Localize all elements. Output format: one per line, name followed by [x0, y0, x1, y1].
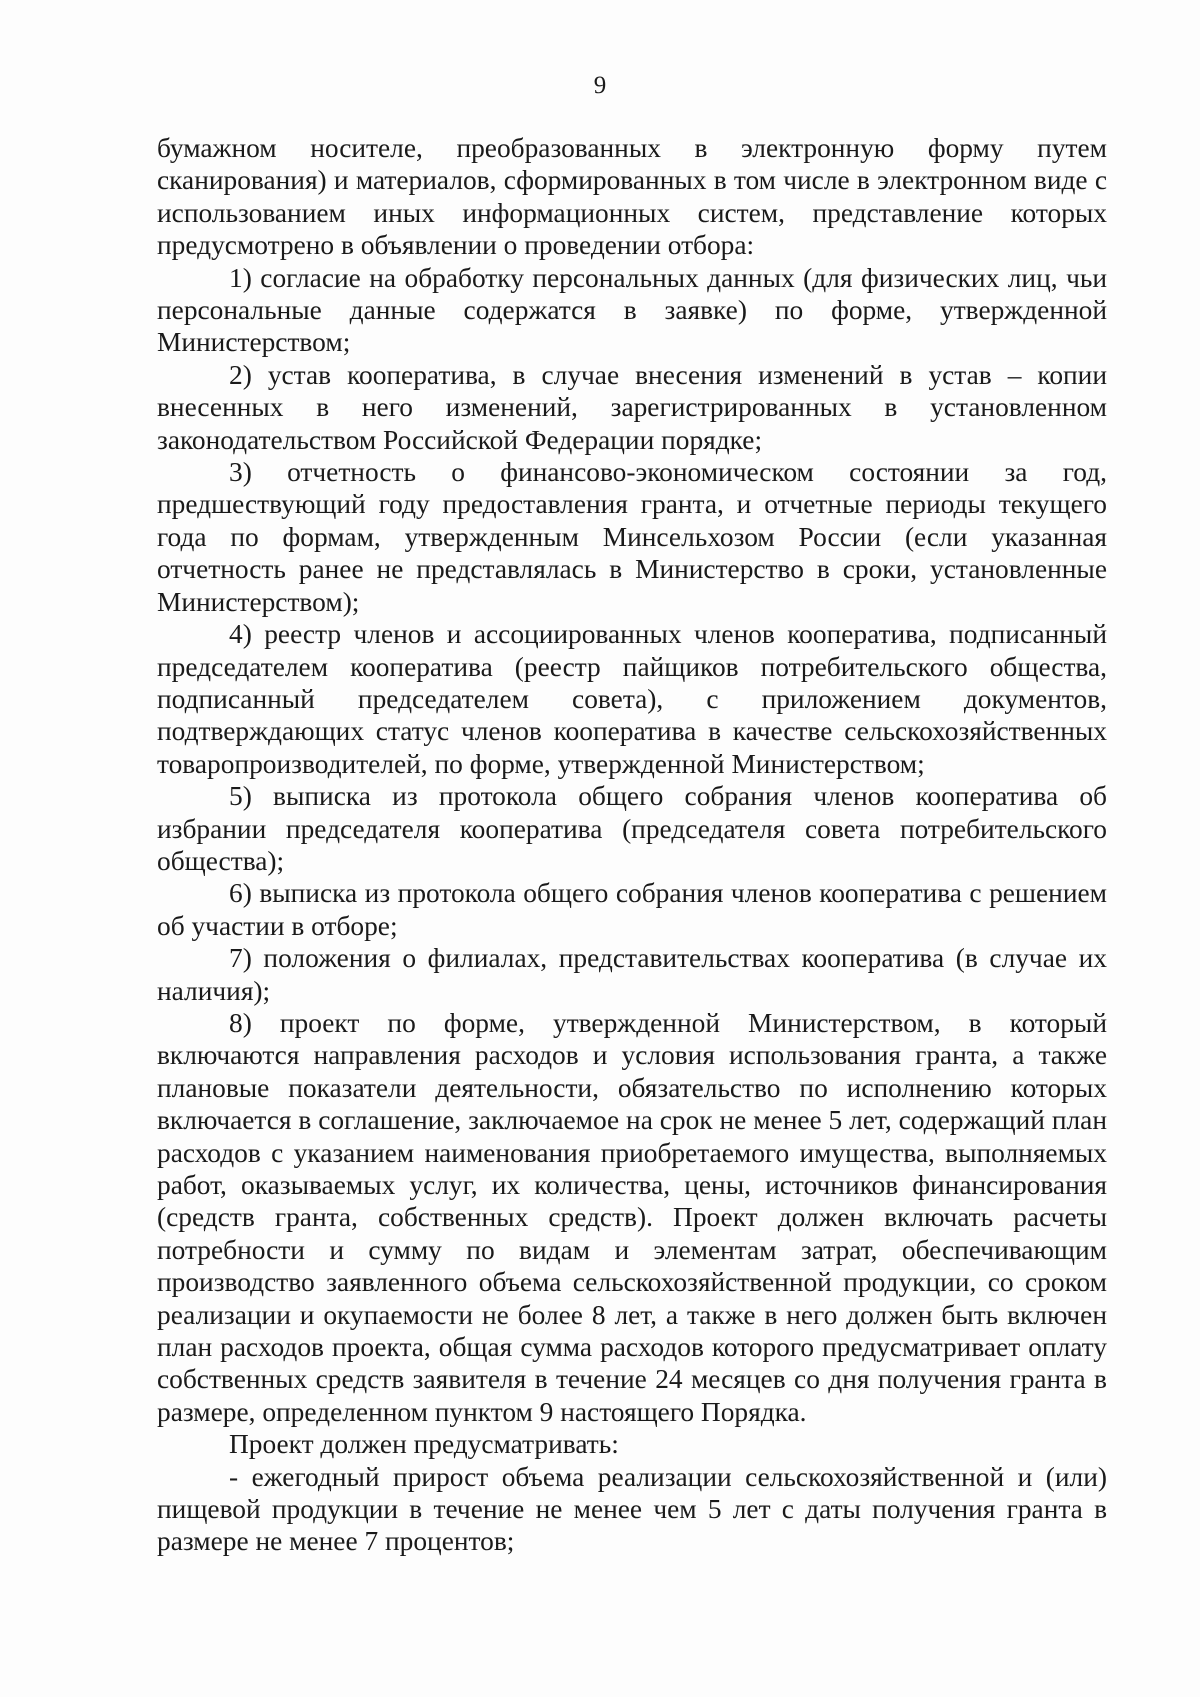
project-requirements-heading: Проект должен предусматривать: — [229, 1429, 619, 1460]
list-item-3: 3) отчетность о финансово-экономическом состоянии за год, предшествующий году предоставления гранта, и отчетные периоды текущего года по формам, утвержденным Минсельхозом России (если указанная отчетность ранее не представлялась в Министерство в сроки, установленные Министерством); — [157, 457, 1107, 617]
list-item-7: 7) положения о филиалах, представительствах кооператива (в случае их наличия); — [157, 943, 1107, 1006]
project-requirement-item: - ежегодный прирост объема реализации сельскохозяйственной и (или) пищевой продукции в течение не менее чем 5 лет с даты получения гранта в размере не менее 7 процентов; — [157, 1461, 1107, 1557]
document-body — [157, 132, 1107, 1558]
list-item-5: 5) выписка из протокола общего собрания членов кооператива об избрании председателя кооператива (председателя совета потребительского общества); — [157, 781, 1107, 876]
list-item-8: 8) проект по форме, утвержденной Министерством, в который включаются направления расходов и условия использования гранта, а также плановые показатели деятельности, обязательство по исполнению которых включается в соглашение, заключаемое на срок не менее 5 лет, содержащий план расходов с указанием наименования приобретаемого имущества, выполняемых работ, оказываемых услуг, их количества, цены, источников финансирования (средств гранта, собственных средств). Проект должен включать расчеты потребности и сумму по видам и элементам затрат, обеспечивающим производство заявленного объема сельскохозяйственной продукции, со сроком реализации и окупаемости не более 8 лет, а также в него должен быть включен план расходов проекта, общая сумма расходов которого предусматривает оплату собственных средств заявителя в течение 24 месяцев со дня получения гранта в размере, определенном пунктом 9 настоящего Порядка. — [157, 1007, 1107, 1427]
page-number: 9 — [593, 72, 607, 99]
list-item-1: 1) согласие на обработку персональных данных (для физических лиц, чьи персональные данные содержатся в заявке) по форме, утвержденной Министерством; — [157, 262, 1107, 358]
list-item-2: 2) устав кооператива, в случае внесения изменений в устав – копии внесенных в него изменений, зарегистрированных в установленном законодательством Российской Федерации порядке; — [157, 359, 1107, 455]
paragraph-continuation: бумажном носителе, преобразованных в электронную форму путем сканирования) и материалов, сформированных в том числе в электронном виде с использованием иных информационных систем, представление которых предусмотрено в объявлении о проведении отбора: — [157, 133, 1107, 261]
list-item-6: 6) выписка из протокола общего собрания членов кооператива с решением об участии в отборе; — [157, 878, 1107, 941]
list-item-4: 4) реестр членов и ассоциированных членов кооператива, подписанный председателем кооператива (реестр пайщиков потребительского общества, подписанный председателем совета), с приложением документов, подтверждающих статус членов кооператива в качестве сельскохозяйственных товаропроизводителей, по форме, утвержденной Министерством; — [157, 619, 1107, 779]
